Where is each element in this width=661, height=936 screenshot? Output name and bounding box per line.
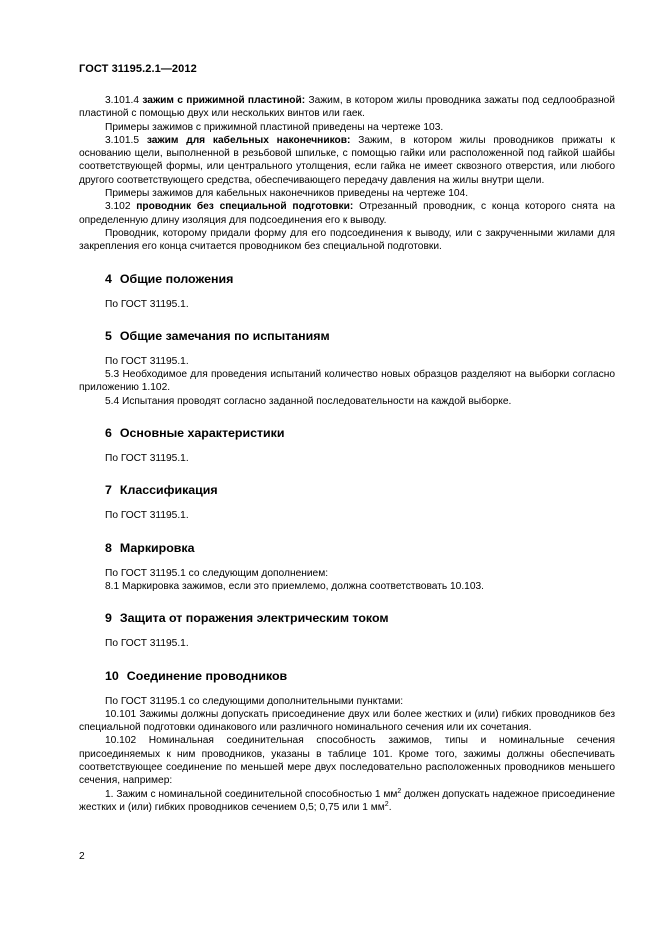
clause-number: 3.102 [105,201,131,213]
section-title [105,611,615,626]
section-7 [79,483,615,522]
clause-10-102-example-1 [79,788,615,815]
section-paragraph: По ГОСТ 31195.1. [105,355,189,367]
clause-number: 3.101.5 [105,134,139,146]
document-code-header: ГОСТ 31195.2.1—2012 [79,63,197,75]
clause-3-102 [79,200,615,227]
section-number: 9 [105,611,112,626]
clause-number: 3.101.4 [105,95,139,106]
clause-term: зажим с прижимной пластиной: [142,95,306,106]
section-number: 7 [105,483,112,498]
section-number: 8 [105,540,112,555]
clause-3-101-4 [79,94,615,121]
superscript: 2 [384,800,389,808]
section-heading: Соединение проводников [126,668,288,683]
section-title [105,426,615,441]
clause-term: зажим для кабельных наконечников: [146,134,351,146]
section-title [105,483,615,498]
section-title [105,541,615,556]
section-number: 6 [105,426,112,441]
section-paragraph: По ГОСТ 31195.1 со следующим дополнением: [105,567,329,579]
clause-5-3: 5.3 Необходимое для проведения испытаний количество новых образцов разделяют на выборки согласно приложению 1.102. [79,369,615,394]
section-5 [79,329,615,408]
section-heading: Основные характеристики [119,426,285,441]
clause-3-102-note: Проводник, которому придали форму для его подсоединения к выводу, или с закрученными жилами для закрепления его конца считается проводником без специальной подготовки. [79,227,615,253]
page-number: 2 [79,851,85,862]
section-10 [79,669,615,815]
clause-3-101-5-examples: Примеры зажимов для кабельных наконечников приведены на чертеже 104. [105,188,469,200]
section-paragraph: По ГОСТ 31195.1 со следующими дополнительными пунктами: [105,695,404,707]
section-paragraph: По ГОСТ 31195.1. [105,638,189,650]
section-title [105,669,615,684]
clause-8-1: 8.1 Маркировка зажимов, если это приемлемо, должна соответствовать 10.103. [105,580,484,592]
clause-term: проводник без специальной подготовки: [136,201,354,213]
clause-10-101: 10.101 Зажимы должны допускать присоединение двух или более жестких и (или) гибких проводников без специальной подготовки одинакового или различного номинального сечения или их сочетания. [79,708,615,734]
section-4 [79,272,615,311]
clause-10-102: 10.102 Номинальная соединительная способность зажимов, типы и номинальные сечения присоединяемых к ним проводников, указаны в таблице 101. Кроме того, зажимы должны обеспечивать соответствующее соединение по меньшей мере двух последовательно расположенных проводников меньшего сечения, например: [79,735,615,787]
clause-definition: Зажим, в котором жилы проводника зажаты под седлообразной пластиной с помощью двух или нескольких винтов или гаек. [79,95,615,120]
section-heading: Защита от поражения электрическим током [119,611,389,626]
section-number: 5 [105,328,112,343]
section-heading: Общие замечания по испытаниям [119,328,330,343]
example-text-part: 1. Зажим с номинальной соединительной способностью 1 мм [105,788,398,800]
section-number: 4 [105,271,112,286]
section-heading: Общие положения [119,271,234,286]
clause-5-4: 5.4 Испытания проводят согласно заданной последовательности на каждой выборке. [105,395,512,407]
section-paragraph: По ГОСТ 31195.1. [105,453,189,465]
section-number: 10 [105,668,119,683]
section-paragraph: По ГОСТ 31195.1. [105,298,189,310]
superscript: 2 [397,787,402,795]
example-text-part: . [388,801,392,813]
section-title [105,272,615,287]
section-9 [79,611,615,650]
section-8 [79,541,615,594]
document-body [79,94,615,814]
section-heading: Классификация [119,483,218,498]
section-heading: Маркировка [119,540,195,555]
section-title [105,329,615,344]
clause-3-101-4-examples: Примеры зажимов с прижимной пластиной приведены на чертеже 103. [105,121,444,133]
example-text-part: должен допускать надежное присоединение жестких и (или) гибких проводников сечением 0,5; 0,75 или 1 мм [79,788,615,813]
clause-definition: Отрезанный проводник, с конца которого снята на определенную длину изоляция для подсоединения его к выводу. [79,201,615,226]
clause-definition: Зажим, в котором жилы проводников прижаты к основанию щели, выполненной в резьбовой шпильке, с помощью гайки или расположенной под гайкой шайбы соответствующей формы, или центрального утолщения, если гайка не имеет сквозного отверстия, или любого другого соответствующего средства, обеспечивающего передачу давления на жилы внутри щели. [79,134,616,186]
section-6 [79,426,615,465]
section-paragraph: По ГОСТ 31195.1. [105,510,189,522]
clause-3-101-5 [79,134,615,187]
